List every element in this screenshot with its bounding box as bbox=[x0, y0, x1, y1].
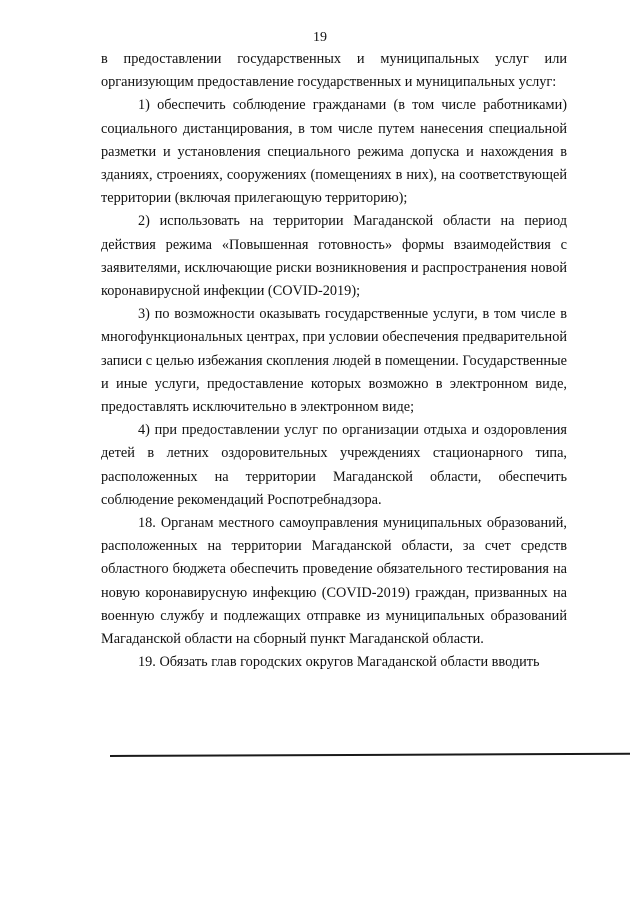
paragraph-item-1: 1) обеспечить соблюдение гражданами (в том числе работниками) социального дистанцирования, в том числе путем нанесения специальной разметки и установления специального режима допуска и нахождения в зданиях, строениях, сооружениях (помещениях в них), на соответствующей территории (включая прилегающую территорию); bbox=[101, 97, 567, 207]
document-body bbox=[101, 48, 567, 674]
paragraph-continuation: в предоставлении государственных и муниципальных услуг или организующим предоставление государственных и муниципальных услуг: bbox=[101, 51, 567, 91]
page-number: 19 bbox=[313, 30, 327, 45]
paragraph-item-4: 4) при предоставлении услуг по организации отдыха и оздоровления детей в летних оздоровительных учреждениях стационарного типа, расположенных на территории Магаданской области, обеспечить соблюдение рекомендаций Роспотребнадзора. bbox=[101, 422, 567, 508]
paragraph-item-3: 3) по возможности оказывать государственные услуги, в том числе в многофункциональных центрах, при условии обеспечения предварительной записи с целью избежания скопления людей в помещении. Государственные и иные услуги, предоставление которых возможно в электронном виде, предоставлять исключительно в электронном виде; bbox=[101, 306, 567, 416]
scan-divider-line bbox=[110, 753, 630, 757]
paragraph-clause-19: 19. Обязать глав городских округов Магаданской области вводить bbox=[138, 654, 540, 671]
paragraph-clause-18: 18. Органам местного самоуправления муниципальных образований, расположенных на территории Магаданской области, за счет средств областного бюджета обеспечить проведение обязательного тестирования на новую коронавирусную инфекцию (COVID-2019) граждан, призванных на военную службу и подлежащих отправке из муниципальных образований Магаданской области на сборный пункт Магаданской области. bbox=[101, 515, 567, 648]
paragraph-item-2: 2) использовать на территории Магаданской области на период действия режима «Повышенная готовность» формы взаимодействия с заявителями, исключающие риски возникновения и распространения новой коронавирусной инфекции (COVID-2019); bbox=[101, 213, 567, 300]
